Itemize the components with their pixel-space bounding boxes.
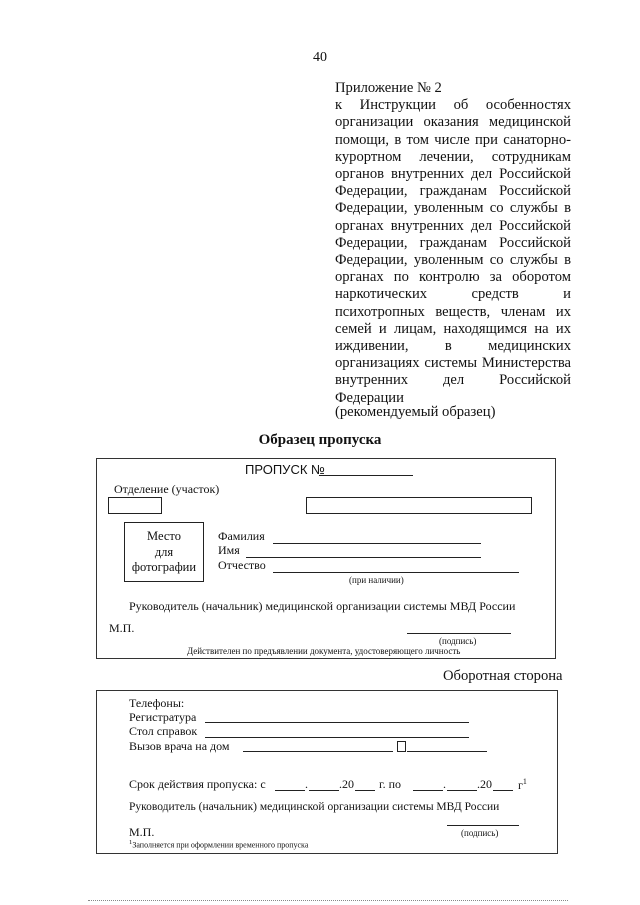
- back-signature-field[interactable]: [447, 825, 519, 826]
- footnote-marker: 1: [522, 777, 527, 786]
- back-head-label: Руководитель (начальник) медицинской организации системы МВД России: [129, 801, 500, 813]
- doctor-call-checkbox[interactable]: [397, 741, 406, 752]
- front-signature-note: (подпись): [439, 636, 477, 646]
- validity-to-label: г. по: [379, 777, 401, 791]
- validity-month-from[interactable]: [309, 790, 339, 791]
- appendix-title: Приложение № 2: [335, 80, 442, 96]
- validity-year1-prefix: .20: [339, 777, 354, 791]
- pass-label: ПРОПУСК №: [245, 462, 325, 477]
- patronymic-field[interactable]: [273, 572, 519, 573]
- pass-number-field[interactable]: [319, 475, 413, 476]
- front-head-label: Руководитель (начальник) медицинской организации системы МВД России: [129, 599, 516, 613]
- recommended-note: (рекомендуемый образец): [335, 404, 496, 420]
- doctor-call-extra-field[interactable]: [407, 751, 487, 752]
- info-desk-field[interactable]: [205, 737, 469, 738]
- footnote-mark-bottom: 1: [129, 839, 133, 846]
- name-field[interactable]: [246, 557, 481, 558]
- page-number: 40: [313, 50, 327, 65]
- patronymic-label: Отчество: [218, 558, 266, 572]
- photo-placeholder: [124, 522, 204, 582]
- pass-back-form: [96, 690, 558, 854]
- department-label: Отделение (участок): [114, 482, 220, 496]
- validity-day-to[interactable]: [413, 790, 443, 791]
- validity-month-to[interactable]: [447, 790, 477, 791]
- validity-year-to[interactable]: [493, 790, 513, 791]
- photo-text-line1: Место: [147, 529, 181, 543]
- valid-note: Действителен по предъявлении документа, удостоверяющего личность: [187, 646, 461, 656]
- appendix-block: [335, 80, 571, 407]
- doctor-call-field[interactable]: [243, 751, 393, 752]
- back-signature-note: (подпись): [461, 828, 499, 838]
- validity-year2-prefix: .20: [477, 777, 492, 791]
- doctor-call-label: Вызов врача на дом: [129, 739, 230, 753]
- pass-front-form: [96, 458, 556, 659]
- validity-year-from[interactable]: [355, 790, 375, 791]
- footnote: [129, 839, 308, 850]
- name-label: Имя: [218, 543, 240, 557]
- page-bottom-edge: [88, 900, 568, 901]
- front-signature-field[interactable]: [407, 633, 511, 634]
- validity-prefix: Срок действия пропуска: с: [129, 777, 266, 791]
- validity-dot-from: .: [305, 777, 308, 791]
- info-desk-label: Стол справок: [129, 724, 198, 738]
- registry-label: Регистратура: [129, 710, 197, 724]
- front-stamp-label: М.П.: [109, 621, 135, 635]
- validity-suffix: $г^1$: [518, 777, 527, 792]
- back-stamp-label: М.П.: [129, 825, 155, 839]
- photo-text-line3: фотографии: [131, 560, 197, 574]
- phones-label: Телефоны:: [129, 696, 185, 710]
- if-any-note: (при наличии): [349, 575, 404, 585]
- registry-field[interactable]: [205, 722, 469, 723]
- validity-dot-to: .: [443, 777, 446, 791]
- reverse-side-label: Оборотная сторона: [443, 668, 563, 684]
- appendix-text: к Инструкции об особенностях организации оказания медицинской помощи, в том числе при санаторно-курортном лечении, сотрудникам органов внутренних дел Российской Федерации, гражданам Российской Федерации, уволенным со службы в органах внутренних дел Российской Федерации, гражданам Российской Федерации, уволенным со службы в органах по контролю за оборотом наркотических средств и психотропных веществ, членам их семей и лицам, находящимся на их иждивении, в медицинских организациях системы Министерства внутренних дел Российской Федерации: [335, 97, 571, 406]
- surname-label: Фамилия: [218, 529, 265, 543]
- validity-day-from[interactable]: [275, 790, 305, 791]
- department-name-field[interactable]: [306, 497, 532, 514]
- photo-text-line2: для: [154, 544, 174, 559]
- footnote-text: Заполняется при оформлении временного пропуска: [132, 840, 309, 850]
- document-title: Образец пропуска: [258, 432, 382, 448]
- department-field[interactable]: [108, 497, 162, 514]
- surname-field[interactable]: [273, 543, 481, 544]
